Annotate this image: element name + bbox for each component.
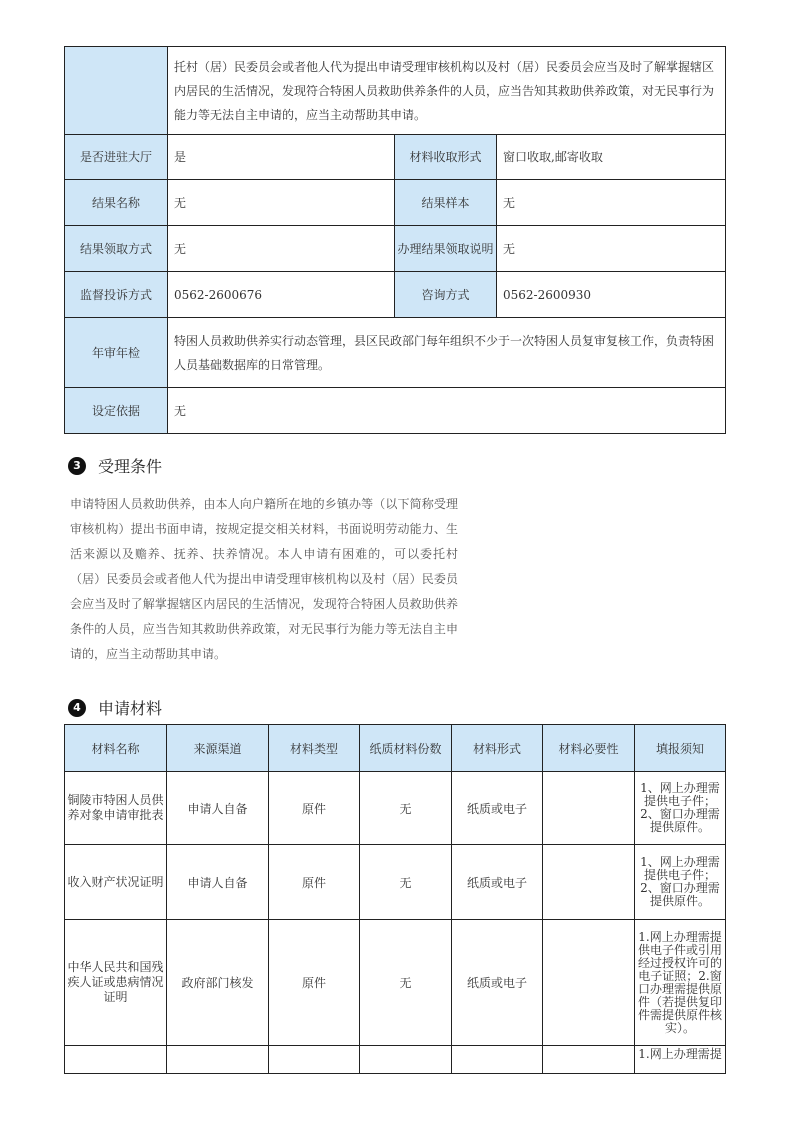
column-header: 材料必要性 (543, 725, 635, 772)
material-type: 原件 (269, 772, 360, 845)
material-name: 中华人民共和国残疾人证或患病情况证明 (65, 920, 167, 1046)
material-form: 纸质或电子 (452, 920, 543, 1046)
material-source: 申请人自备 (167, 772, 269, 845)
section-4-title: 申请材料 (98, 699, 163, 718)
pickup-note-value: 无 (497, 226, 726, 272)
material-necessity (543, 772, 635, 845)
result-name-value: 无 (168, 180, 395, 226)
section-3-heading (68, 454, 162, 477)
material-form: 纸质或电子 (452, 772, 543, 845)
material-form (452, 1046, 543, 1074)
complaint-label: 监督投诉方式 (65, 272, 168, 318)
material-necessity (543, 920, 635, 1046)
result-sample-label: 结果样本 (395, 180, 497, 226)
material-name (65, 1046, 167, 1074)
material-type: 原件 (269, 845, 360, 920)
collect-label: 材料收取形式 (395, 135, 497, 180)
column-header: 纸质材料份数 (360, 725, 452, 772)
material-note: 1.网上办理需提 (635, 1046, 726, 1074)
material-note: 1.网上办理需提供电子件或引用经过授权许可的电子证照；2.窗口办理需提供原件（若提供复印件需提供原件核实）。 (635, 920, 726, 1046)
result-pickup-value: 无 (168, 226, 395, 272)
info-table (64, 46, 726, 434)
column-header: 填报须知 (635, 725, 726, 772)
materials-header-row (65, 725, 726, 772)
collect-value: 窗口收取,邮寄收取 (497, 135, 726, 180)
result-sample-value: 无 (497, 180, 726, 226)
material-copies: 无 (360, 920, 452, 1046)
material-type: 原件 (269, 920, 360, 1046)
table-row (65, 920, 726, 1046)
annual-value: 特困人员救助供养实行动态管理，县区民政部门每年组织不少于一次特困人员复审复核工作，负责特困人员基础数据库的日常管理。 (168, 318, 726, 388)
section-3-title: 受理条件 (98, 457, 163, 476)
material-note: 1、网上办理需提供电子件；2、窗口办理需提供原件。 (635, 772, 726, 845)
section-4-number: 4 (68, 699, 86, 717)
column-header: 材料形式 (452, 725, 543, 772)
result-pickup-label: 结果领取方式 (65, 226, 168, 272)
complaint-value: 0562-2600676 (168, 272, 395, 318)
section-4-heading (68, 696, 162, 719)
column-header: 材料名称 (65, 725, 167, 772)
material-note: 1、网上办理需提供电子件；2、窗口办理需提供原件。 (635, 845, 726, 920)
continued-label-cell (65, 47, 168, 135)
table-row (65, 845, 726, 920)
material-name: 铜陵市特困人员供养对象申请审批表 (65, 772, 167, 845)
section-3-number: 3 (68, 457, 86, 475)
material-copies: 无 (360, 845, 452, 920)
basis-value: 无 (168, 388, 726, 434)
consult-value: 0562-2600930 (497, 272, 726, 318)
table-row (65, 772, 726, 845)
column-header: 来源渠道 (167, 725, 269, 772)
material-copies (360, 1046, 452, 1074)
annual-label: 年审年检 (65, 318, 168, 388)
material-type (269, 1046, 360, 1074)
result-name-label: 结果名称 (65, 180, 168, 226)
column-header: 材料类型 (269, 725, 360, 772)
material-source: 政府部门核发 (167, 920, 269, 1046)
consult-label: 咨询方式 (395, 272, 497, 318)
materials-table (64, 724, 726, 1074)
material-necessity (543, 845, 635, 920)
pickup-note-label: 办理结果领取说明 (395, 226, 497, 272)
continued-text: 托村（居）民委员会或者他人代为提出申请受理审核机构以及村（居）民委员会应当及时了解掌握辖区内居民的生活情况，发现符合特困人员救助供养条件的人员，应当告知其救助供养政策，对无民事行为能力等无法自主申请的，应当主动帮助其申请。 (168, 47, 726, 135)
material-necessity (543, 1046, 635, 1074)
material-source: 申请人自备 (167, 845, 269, 920)
basis-label: 设定依据 (65, 388, 168, 434)
material-form: 纸质或电子 (452, 845, 543, 920)
hall-label: 是否进驻大厅 (65, 135, 168, 180)
material-copies: 无 (360, 772, 452, 845)
conditions-text: 申请特困人员救助供养，由本人向户籍所在地的乡镇办等（以下简称受理审核机构）提出书面申请，按规定提交相关材料，书面说明劳动能力、生活来源以及赡养、抚养、扶养情况。本人申请有困难的，可以委托村（居）民委员会或者他人代为提出申请受理审核机构以及村（居）民委员会应当及时了解掌握辖区内居民的生活情况，发现符合特困人员救助供养条件的人员，应当告知其救助供养政策，对无民事行为能力等无法自主申请的，应当主动帮助其申请。 (70, 497, 458, 661)
table-row (65, 1046, 726, 1074)
hall-value: 是 (168, 135, 395, 180)
material-source (167, 1046, 269, 1074)
material-name: 收入财产状况证明 (65, 845, 167, 920)
